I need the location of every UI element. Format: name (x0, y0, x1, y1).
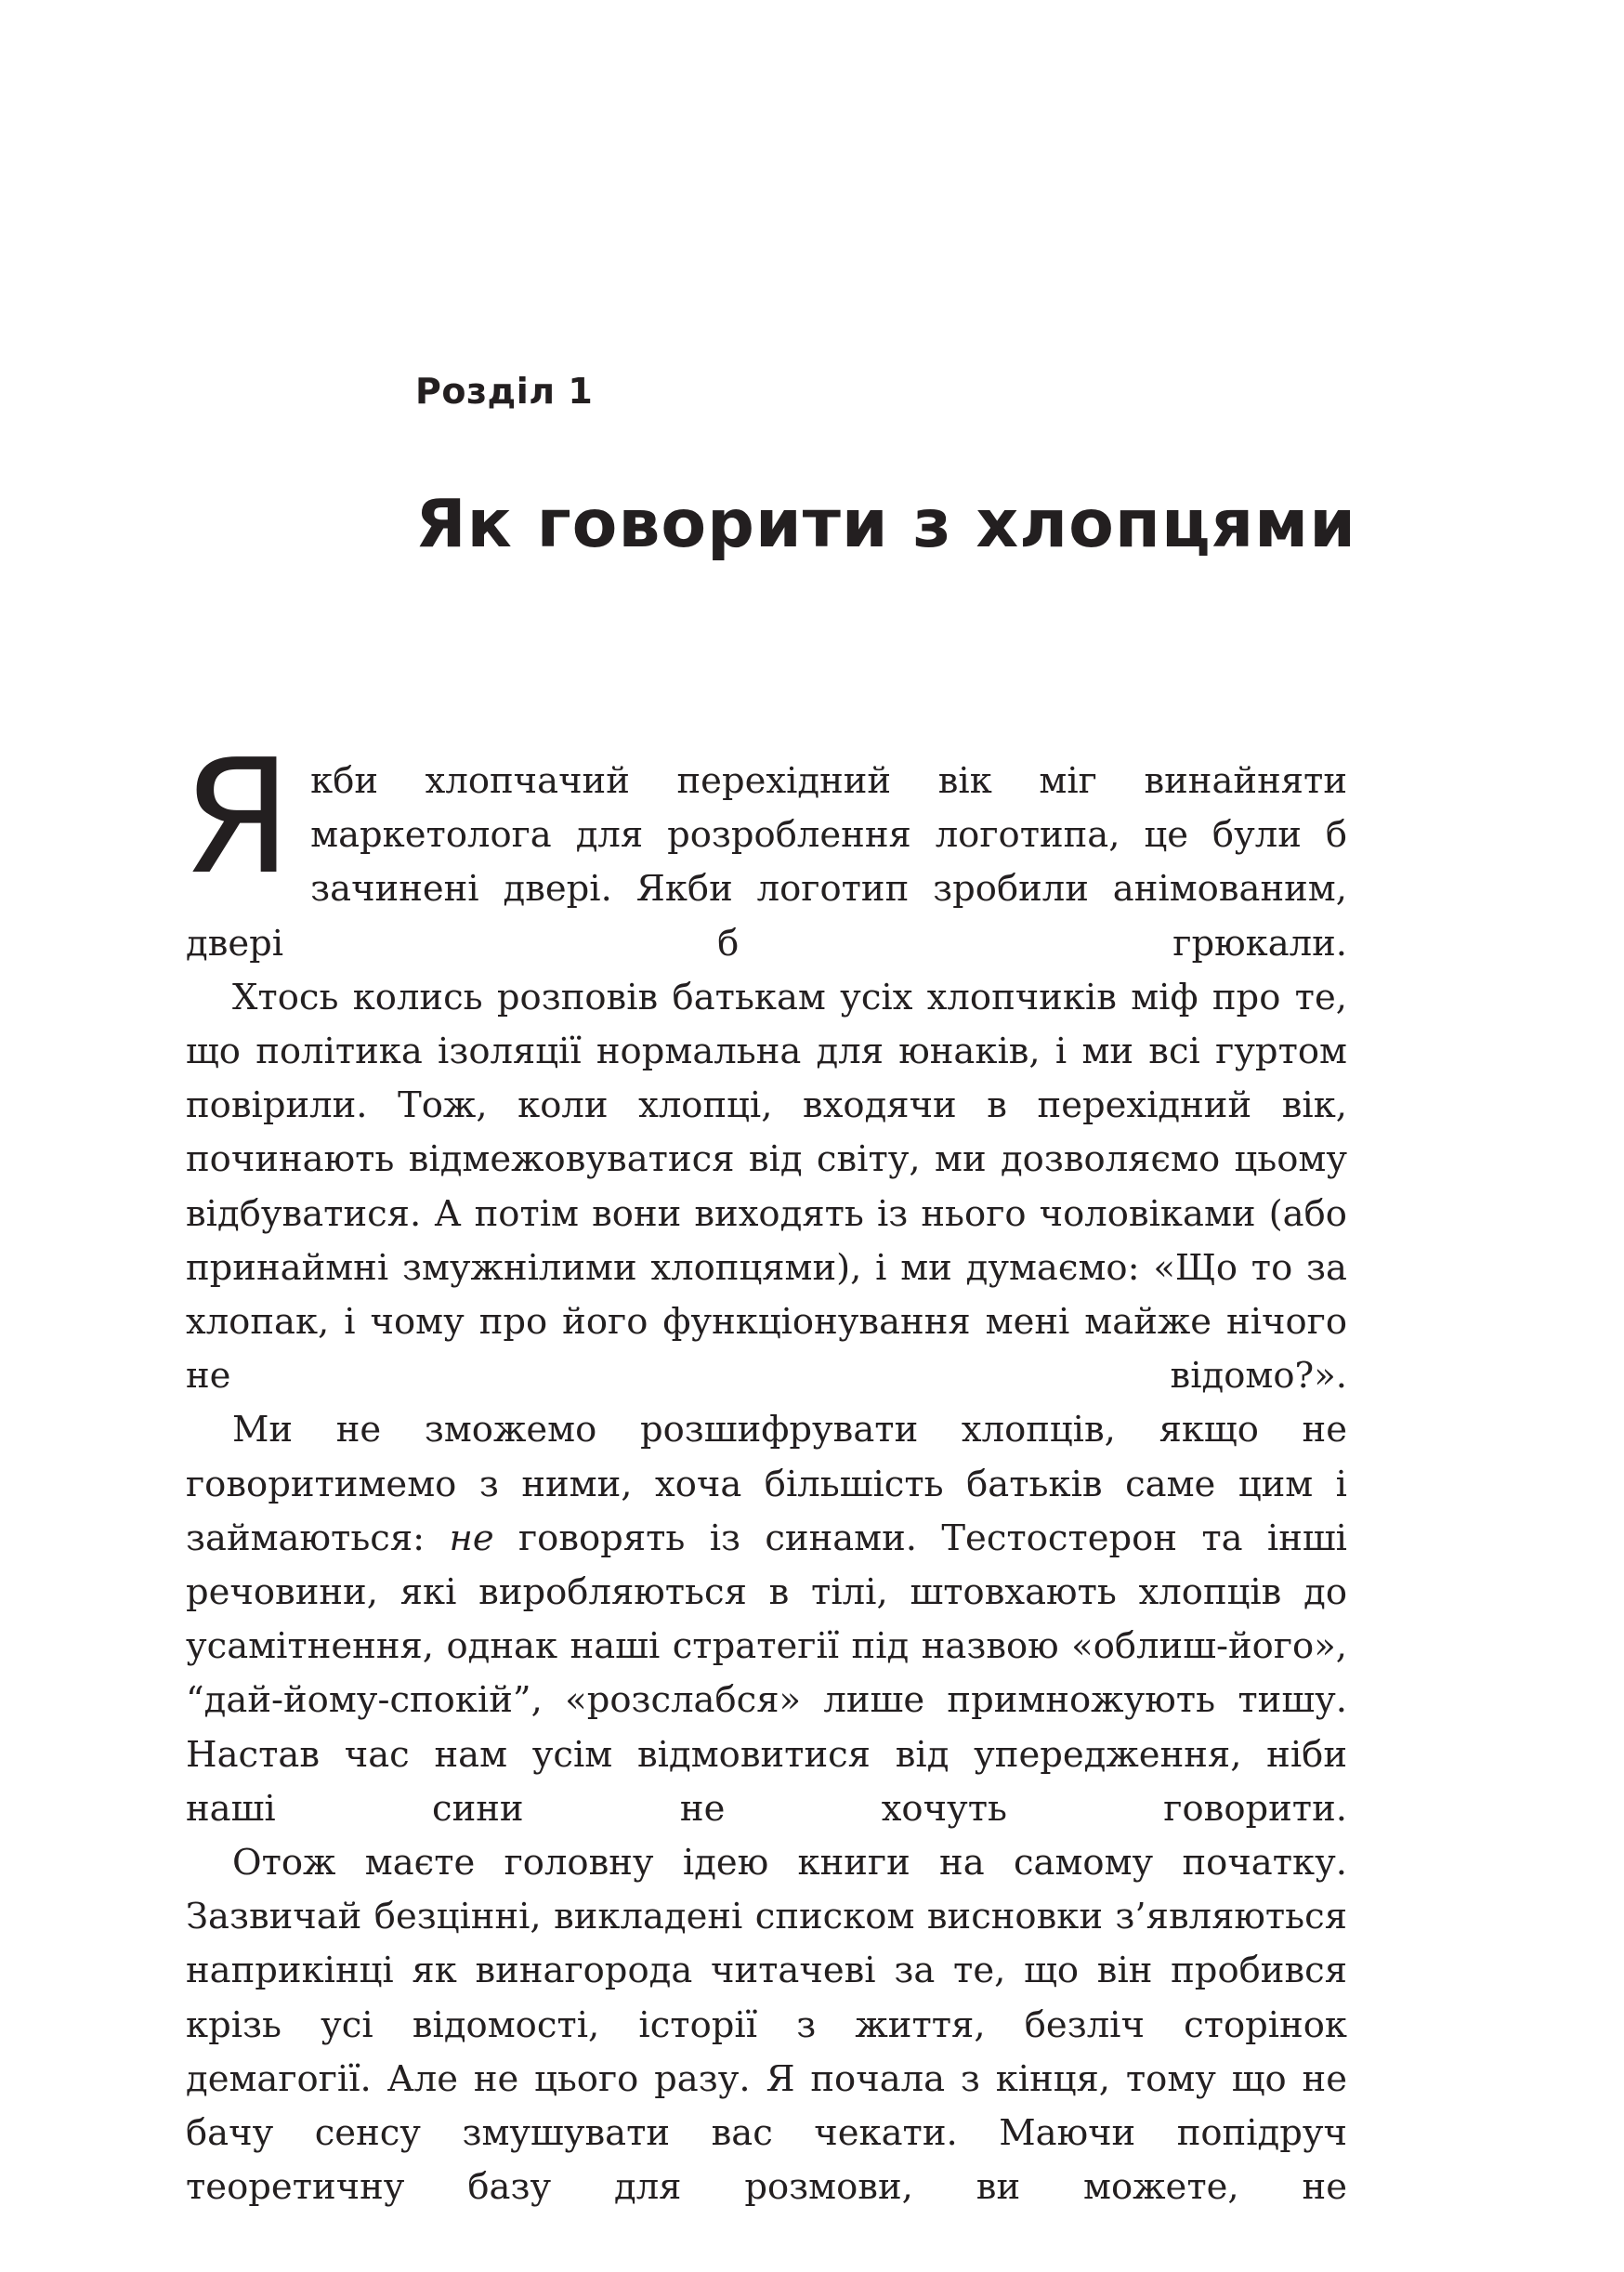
drop-cap: Я (182, 726, 293, 910)
paragraph-4: Отож маєте головну ідею книги на самому початку. Зазвичай безцінні, викладені списком висновки з’являються наприкінці як винагорода читачеві за те, що він пробився крізь усі відомості, історії з життя, безліч сторінок демагогії. Але не цього разу. Я почала з кінця, тому що не бачу сенсу змушувати вас чекати. Маючи попідруч теоретичну базу для розмови, ви можете, не (186, 1842, 1347, 2209)
paragraph-3-text-end: говорять із синами. Тестостерон та інші речовини, які виробляються в тілі, штовхають хлопців до усамітнення, однак наші стратегії під назвою «облиш-його», “дай-йому-спокій”, «розслабся» лише примножують тишу. Настав час нам усім відмовитися від упередження, ніби наші сини не хочуть говорити. (186, 1517, 1347, 1830)
paragraph-3 (186, 1403, 1347, 1836)
chapter-label: Розділ 1 (415, 371, 594, 412)
paragraph-3-text-start: Ми не зможемо розшифрувати хлопців, якщо не говоритимемо з ними, хоча більшість батьків саме цим і займаються: (186, 1409, 1347, 1559)
paragraph-3-emphasis: не (449, 1517, 494, 1559)
paragraph-2: Хтось колись розповів батькам усіх хлопчиків міф про те, що політика ізоляції нормальна для юнаків, і ми всі гуртом повірили. Тож, коли хлопці, входячи в перехідний вік, починають відмежовуватися від світу, ми дозволяємо цьому відбуватися. А потім вони виходять із нього чоловіками (або принаймні змужнілими хлопцями), і ми думаємо: «Що то за хлопак, і чому про його функціонування мені майже нічого не відомо?». (186, 976, 1347, 1398)
chapter-title: Як говорити з хлопцями (415, 485, 1356, 562)
paragraph-1 (182, 726, 1347, 971)
body-text (182, 726, 1347, 2214)
paragraph-1-text: кби хлопчачий перехідний вік міг винайняти маркетолога для розроблення логотипа, це були б зачинені двері. Якби логотип зробили анімованим, двері б грюкали. (186, 760, 1347, 965)
